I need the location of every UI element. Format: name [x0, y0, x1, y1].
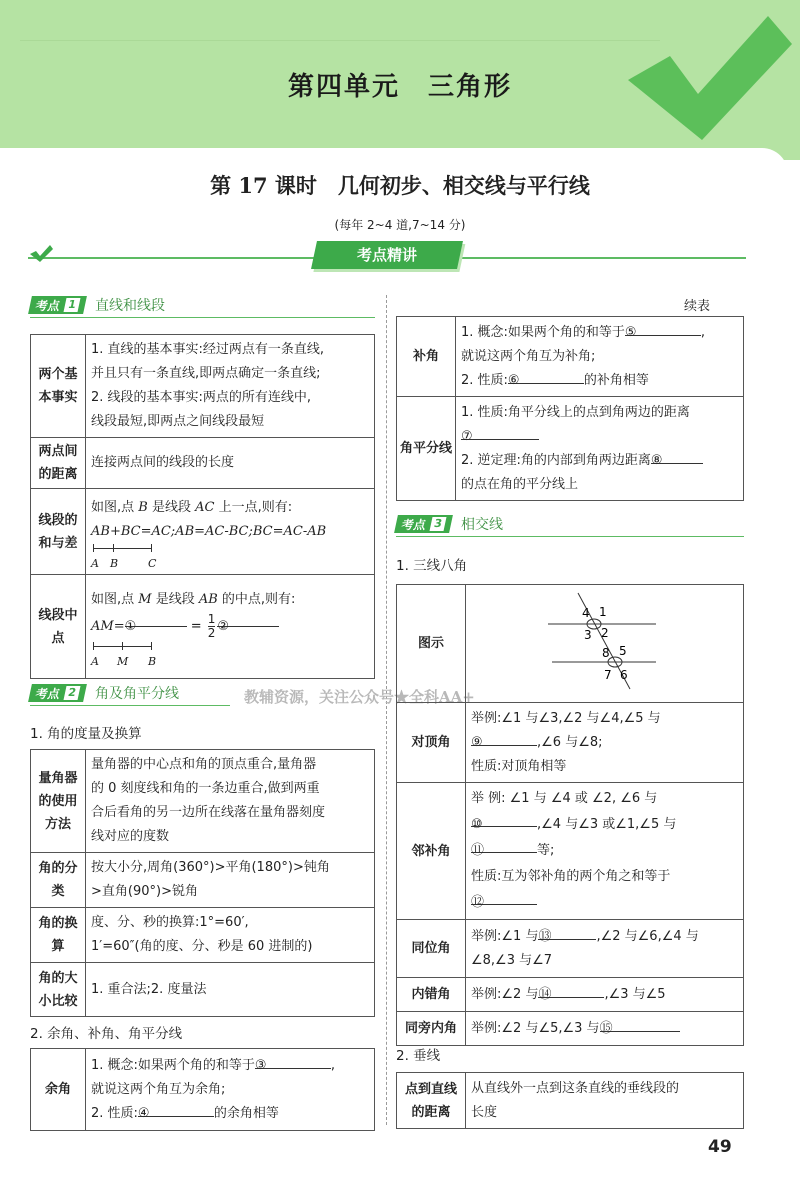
text: 1. 概念:如果两个角的和等于	[91, 1057, 255, 1073]
table-row	[31, 438, 375, 489]
angle-label-7: 7	[604, 668, 612, 682]
text-line: ∠8,∠3 与∠7	[471, 952, 553, 968]
row-body	[466, 978, 744, 1012]
section-3-heading	[396, 514, 744, 534]
text-line	[471, 731, 738, 755]
section-3-rule	[396, 536, 744, 537]
text: 2. 性质:	[91, 1105, 138, 1121]
text: 是线段	[151, 591, 199, 607]
text: 2. 性质:	[461, 372, 508, 388]
text: ,∠3 与∠5	[604, 986, 666, 1002]
row-head: 量角器的使用方法	[31, 750, 86, 853]
blank-10[interactable]	[471, 812, 537, 832]
row-body	[86, 853, 375, 908]
text: 如图,点	[91, 499, 139, 515]
segment-formula: AB+BC=AC;AB=AC-BC;BC=AC-AB	[91, 523, 327, 539]
blank-number: ⑤	[624, 324, 637, 340]
section-2-rule	[30, 705, 230, 706]
text-line: 就说这两个角互为余角;	[91, 1081, 226, 1097]
table-row	[397, 317, 744, 397]
angle-label-1: 1	[599, 605, 607, 619]
tick	[113, 544, 114, 552]
row-body	[86, 908, 375, 963]
text-line	[471, 812, 738, 838]
table-row	[31, 1049, 375, 1131]
continued-label: 续表	[684, 299, 711, 314]
point-label: M	[138, 591, 152, 607]
text-line	[471, 890, 738, 916]
blank-number: ②	[217, 618, 230, 634]
blank-9[interactable]	[471, 731, 537, 750]
text-line: 2. 线段的基本事实:两点的所有连线中,	[91, 390, 312, 405]
row-body	[86, 1049, 375, 1131]
section-2-title: 角及角平分线	[95, 686, 180, 702]
row-body: 1. 重合法;2. 度量法	[86, 963, 375, 1017]
kaodian-label: 考点	[34, 298, 62, 313]
angle-label-6: 6	[620, 668, 628, 682]
segment-diagram-amb	[91, 642, 369, 666]
text-line	[91, 1054, 369, 1078]
text-line: 1. 直线的基本事实:经过两点有一条直线,	[91, 342, 325, 357]
lesson-title: 第 17 课时 几何初步、相交线与平行线	[210, 173, 590, 198]
table-row	[31, 575, 375, 679]
text-line: 长度	[471, 1104, 498, 1120]
text-line: 的点在角的平分线上	[461, 476, 579, 492]
text: 的中点,则有:	[217, 591, 296, 607]
row-body	[466, 920, 744, 978]
text-line	[471, 838, 738, 864]
blank-8[interactable]	[650, 449, 703, 468]
blank-11[interactable]	[471, 838, 537, 858]
text: ,∠2 与∠6,∠4 与	[596, 928, 699, 944]
text: 举例:∠2 与∠5,∠3 与	[471, 1020, 600, 1036]
midpoint-formula	[91, 612, 369, 642]
blank-7[interactable]	[461, 425, 539, 444]
blank-number: ⑧	[650, 452, 663, 468]
table-row	[31, 489, 375, 575]
fraction-half	[208, 613, 216, 640]
row-head: 两点间的距离	[31, 438, 86, 489]
point-label: B	[138, 499, 148, 515]
tick	[93, 642, 94, 650]
table-row	[397, 585, 744, 703]
text: 上一点,则有:	[214, 499, 293, 515]
blank-number: ⑬	[538, 928, 552, 944]
table-row	[31, 963, 375, 1017]
text-line: 合后看角的另一边所在线落在量角器刻度	[91, 805, 326, 820]
subheading-perpendicular: 2. 垂线	[396, 1048, 441, 1064]
text: 是线段	[147, 499, 196, 515]
subheading-complementary: 2. 余角、补角、角平分线	[30, 1026, 183, 1042]
subheading-three-lines: 1. 三线八角	[396, 558, 468, 574]
row-head: 补角	[397, 317, 456, 397]
text-line: 举例:∠1 与∠3,∠2 与∠4,∠5 与	[471, 710, 661, 726]
text-line: 按大小分,周角(360°)>平角(180°)>钝角	[91, 860, 330, 875]
point-b-label: B	[148, 654, 157, 668]
text: ,∠6 与∠8;	[537, 734, 603, 750]
tick	[151, 544, 152, 552]
text: 的余角相等	[213, 1105, 279, 1121]
point-m-label: M	[117, 654, 129, 668]
blank-12[interactable]	[471, 890, 537, 910]
section-1-rule	[30, 317, 375, 318]
point-a-label: A	[91, 654, 99, 668]
row-body	[86, 489, 375, 575]
row-body	[86, 750, 375, 853]
text: 的补角相等	[583, 372, 649, 388]
text-line: >直角(90°)>锐角	[91, 884, 198, 899]
blank-number: ①	[124, 618, 137, 634]
segment-line	[93, 548, 151, 549]
text-line: 就说这两个角互为补角;	[461, 348, 596, 364]
tick	[151, 642, 152, 650]
blank-15[interactable]	[599, 1017, 680, 1036]
row-body	[466, 783, 744, 920]
table-row	[397, 783, 744, 920]
blank-number: ⑩	[471, 817, 483, 832]
table-row	[397, 397, 744, 501]
formula-text: AM=	[91, 618, 125, 634]
blank-number: ⑭	[538, 986, 552, 1002]
section-1-number: 1	[64, 298, 81, 312]
row-body	[466, 585, 744, 703]
row-head: 两个基本事实	[31, 335, 86, 438]
text: 举例:∠1 与	[471, 928, 539, 944]
table-row	[31, 853, 375, 908]
small-check-icon	[28, 242, 54, 264]
text-line	[471, 925, 738, 949]
section-1-tag	[28, 296, 87, 314]
row-head: 余角	[31, 1049, 86, 1131]
angle-label-8: 8	[602, 646, 610, 660]
perpendicular-table	[396, 1072, 744, 1129]
text-line	[91, 588, 369, 612]
segment-label: AB	[198, 591, 218, 607]
text-line	[461, 369, 738, 393]
row-head: 图示	[397, 585, 466, 703]
blank-number: ⑦	[461, 428, 473, 444]
section-3-title: 相交线	[461, 517, 504, 533]
text-line: 并且只有一条直线,即两点确定一条直线;	[91, 366, 321, 381]
text-line: 性质:对顶角相等	[471, 758, 567, 774]
section-2-tag	[28, 684, 87, 702]
row-head: 线段中点	[31, 575, 86, 679]
angle-label-4: 4	[582, 606, 590, 620]
row-body	[466, 1073, 744, 1129]
section-3-number: 3	[430, 517, 447, 531]
angle-table	[30, 749, 375, 1017]
row-head: 角平分线	[397, 397, 456, 501]
table-row	[397, 1073, 744, 1129]
text: ,∠4 与∠3 或∠1,∠5 与	[537, 817, 677, 832]
blank-13[interactable]	[538, 925, 596, 944]
angle-label-3: 3	[584, 628, 592, 642]
segment-label: AC	[195, 499, 215, 515]
row-head: 点到直线的距离	[397, 1073, 466, 1129]
three-lines-table	[396, 584, 744, 1046]
table-row	[397, 1012, 744, 1046]
denominator: 2	[207, 625, 216, 640]
blank-1[interactable]	[124, 612, 187, 634]
blank-number: ⑫	[471, 895, 485, 910]
blank-2[interactable]	[217, 612, 279, 634]
three-lines-figure	[468, 587, 738, 691]
point-a-label: A	[91, 556, 99, 570]
text-line	[461, 425, 738, 449]
column-divider	[386, 295, 387, 1125]
supplementary-table	[396, 316, 744, 501]
row-head: 角的分类	[31, 853, 86, 908]
blank-number: ⑥	[507, 372, 520, 388]
blank-number: ⑨	[471, 734, 483, 750]
text-line	[461, 321, 738, 345]
angle-label-2: 2	[601, 626, 609, 640]
subheading-angle-measure: 1. 角的度量及换算	[30, 726, 142, 742]
row-body	[86, 335, 375, 438]
text: 1. 概念:如果两个角的和等于	[461, 324, 625, 340]
blank-3[interactable]	[254, 1054, 331, 1073]
section-1-title: 直线和线段	[95, 298, 166, 314]
point-c-label: C	[148, 556, 157, 570]
text-line: 1′=60″(角的度、分、秒是 60 进制的)	[91, 939, 313, 954]
table-row	[397, 920, 744, 978]
row-head: 角的换算	[31, 908, 86, 963]
tick	[122, 642, 123, 650]
row-body: 连接两点间的线段的长度	[86, 438, 375, 489]
row-body	[86, 575, 375, 679]
text-line: 线对应的度数	[91, 829, 170, 844]
text-line: 线段最短,即两点之间线段最短	[91, 414, 265, 429]
blank-number: ⑪	[471, 843, 485, 858]
row-body	[456, 397, 744, 501]
text-line: 举 例: ∠1 与 ∠4 或 ∠2, ∠6 与	[471, 791, 658, 806]
text-line: 1. 性质:角平分线上的点到角两边的距离	[461, 404, 690, 420]
table-row	[31, 750, 375, 853]
page-number: 49	[708, 1137, 732, 1157]
text: 如图,点	[91, 591, 139, 607]
kaodian-label: 考点	[34, 686, 62, 701]
text-line: 从直线外一点到这条直线的垂线段的	[471, 1080, 680, 1096]
table-row	[31, 335, 375, 438]
blank-number: ⑮	[599, 1020, 613, 1036]
text-line: 性质:互为邻补角的两个角之和等于	[471, 869, 671, 884]
text: 举例:∠2 与	[471, 986, 539, 1002]
segment-diagram-abc	[91, 544, 369, 568]
text: ,	[700, 324, 706, 340]
formula-text: =	[190, 618, 202, 634]
blank-6[interactable]	[507, 369, 584, 388]
section-3-tag	[394, 515, 453, 533]
text-line: 量角器的中心点和角的顶点重合,量角器	[91, 757, 317, 772]
row-head: 同位角	[397, 920, 466, 978]
section-2-heading	[30, 683, 230, 703]
section-2-number: 2	[64, 686, 81, 700]
row-body	[466, 1012, 744, 1046]
text: ,	[330, 1057, 336, 1073]
row-body	[456, 317, 744, 397]
text-line: 的 0 刻度线和角的一条边重合,做到两重	[91, 781, 320, 796]
point-b-label: B	[110, 556, 119, 570]
line-segment-table	[30, 334, 375, 679]
text: 2. 逆定理:角的内部到角两边距离	[461, 452, 651, 468]
blank-14[interactable]	[538, 983, 604, 1002]
blank-4[interactable]	[137, 1102, 214, 1121]
kaodian-label: 考点	[400, 517, 428, 532]
row-body	[466, 703, 744, 783]
row-head: 角的大小比较	[31, 963, 86, 1017]
table-row	[397, 703, 744, 783]
angle-label-5: 5	[619, 644, 627, 658]
watermark: 教辅资源，关注公众号★全科AA+	[244, 688, 475, 706]
table-row	[31, 908, 375, 963]
row-head: 线段的和与差	[31, 489, 86, 575]
row-head: 邻补角	[397, 783, 466, 920]
complementary-table	[30, 1048, 375, 1131]
text-line: 度、分、秒的换算:1°=60′,	[91, 915, 249, 930]
section-banner	[311, 241, 463, 269]
unit-title: 第四单元 三角形	[287, 72, 512, 102]
blank-number: ③	[254, 1057, 267, 1073]
row-head: 同旁内角	[397, 1012, 466, 1046]
lesson-subtitle: (每年 2~4 道,7~14 分)	[334, 218, 466, 232]
blank-5[interactable]	[624, 321, 701, 340]
section-1-heading	[30, 295, 375, 315]
tick	[93, 544, 94, 552]
text-line	[91, 1102, 369, 1126]
row-head: 内错角	[397, 978, 466, 1012]
row-head: 对顶角	[397, 703, 466, 783]
table-row	[397, 978, 744, 1012]
banner-label: 考点精讲	[356, 246, 417, 264]
blank-number: ④	[137, 1105, 150, 1121]
numerator: 1	[207, 611, 216, 626]
text-line	[91, 496, 369, 520]
text: 等;	[537, 843, 555, 858]
text-line	[461, 449, 738, 473]
